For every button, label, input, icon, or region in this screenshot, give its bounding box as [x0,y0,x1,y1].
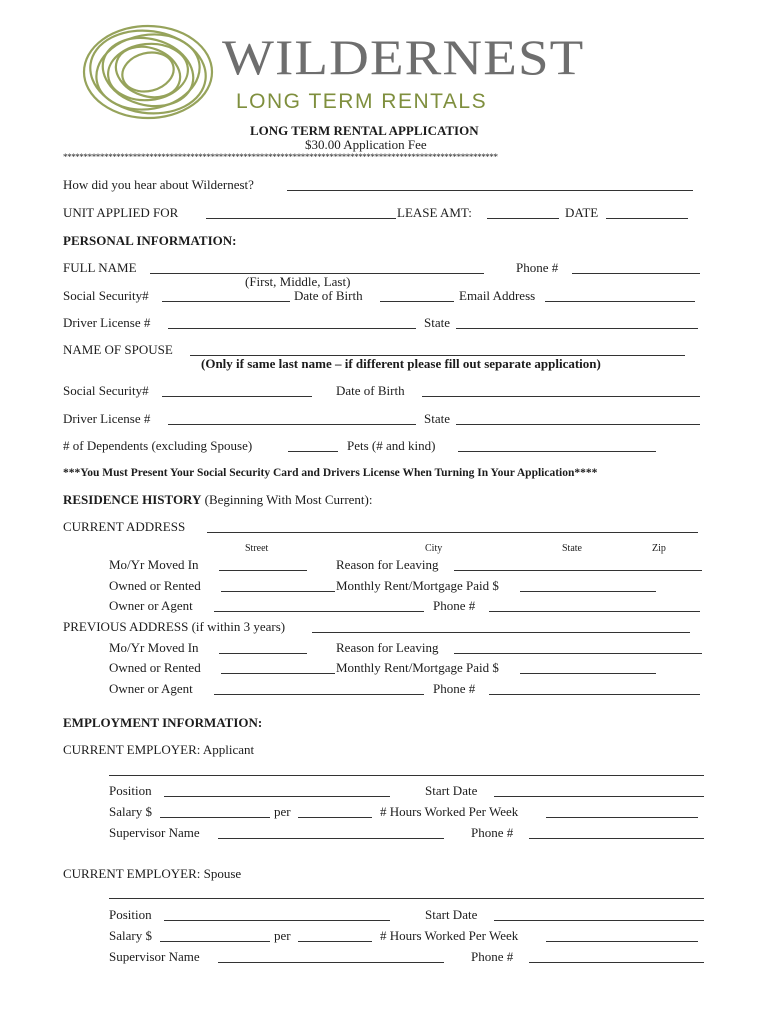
spouse-dl-label: Driver License # [63,411,151,426]
per-label: per [274,804,291,819]
unit-applied-field[interactable] [206,218,396,219]
email-label: Email Address [459,288,536,303]
pets-label: Pets (# and kind) [347,438,436,453]
owned-rented-field[interactable] [221,591,335,592]
spouse-state-field[interactable] [456,424,700,425]
res-phone-label: Phone # [433,598,476,613]
prev-owner-agent-field[interactable] [214,694,424,695]
logo-rings-icon [78,20,218,125]
lease-amt-label: LEASE AMT: [397,205,472,220]
dependents-field[interactable] [288,451,338,452]
phone-label: Phone # [516,260,559,275]
prev-monthly-label: Monthly Rent/Mortgage Paid $ [336,660,499,675]
prev-reason-field[interactable] [454,653,702,654]
spouse-per-label: per [274,928,291,943]
owned-rented-label: Owned or Rented [109,578,201,593]
current-address-label: CURRENT ADDRESS [63,519,186,534]
prev-moved-in-field[interactable] [219,653,307,654]
logo-name: WILDERNEST [222,29,585,85]
hours-label: # Hours Worked Per Week [380,804,519,819]
spouse-ssn-field[interactable] [162,396,312,397]
spouse-per-field[interactable] [298,941,372,942]
hours-field[interactable] [546,817,698,818]
spouse-emp-phone-label: Phone # [471,949,514,964]
ssn-label: Social Security# [63,288,149,303]
spouse-supervisor-field[interactable] [218,962,444,963]
spouse-ssn-label: Social Security# [63,383,149,398]
employment-heading: EMPLOYMENT INFORMATION: [63,715,263,730]
state-field[interactable] [456,328,698,329]
full-name-label: FULL NAME [63,260,137,275]
date-label: DATE [565,205,599,220]
prev-owned-rented-field[interactable] [221,673,335,674]
spouse-start-date-field[interactable] [494,920,704,921]
salary-field[interactable] [160,817,270,818]
star-divider: ********************************************************************************************************** [63,152,498,162]
spouse-salary-field[interactable] [160,941,270,942]
owner-agent-label: Owner or Agent [109,598,193,613]
emp-phone-label: Phone # [471,825,514,840]
spouse-note: (Only if same last name – if different please fill out separate application) [201,356,601,371]
spouse-name-label: NAME OF SPOUSE [63,342,173,357]
prev-reason-label: Reason for Leaving [336,640,439,655]
spouse-hours-field[interactable] [546,941,698,942]
col-state: State [562,543,582,554]
prev-owner-agent-label: Owner or Agent [109,681,193,696]
pets-field[interactable] [458,451,656,452]
spouse-dl-field[interactable] [168,424,416,425]
dob-field[interactable] [380,301,454,302]
must-present-note: ***You Must Present Your Social Security Card and Drivers License When Turning In Your Application**** [63,467,598,479]
position-field[interactable] [164,796,390,797]
reason-label: Reason for Leaving [336,557,439,572]
owner-agent-field[interactable] [214,611,424,612]
spouse-start-date-label: Start Date [425,907,478,922]
start-date-field[interactable] [494,796,704,797]
start-date-label: Start Date [425,783,478,798]
driver-license-label: Driver License # [63,315,151,330]
logo-tagline: LONG TERM RENTALS [236,90,488,113]
spouse-dob-label: Date of Birth [336,383,405,398]
spouse-position-field[interactable] [164,920,390,921]
dob-label: Date of Birth [294,288,363,303]
residence-heading-row [63,492,373,508]
prev-moved-in-label: Mo/Yr Moved In [109,640,199,655]
lease-amt-field[interactable] [487,218,559,219]
spouse-supervisor-label: Supervisor Name [109,949,200,964]
how-heard-label: How did you hear about Wildernest? [63,177,254,192]
prev-phone-field[interactable] [489,694,700,695]
per-field[interactable] [298,817,372,818]
col-zip: Zip [652,543,666,554]
residence-heading-note: (Beginning With Most Current): [204,492,373,507]
how-heard-field[interactable] [287,190,693,191]
position-label: Position [109,783,152,798]
unit-applied-label: UNIT APPLIED FOR [63,205,179,220]
employer-spouse-field[interactable] [109,898,704,899]
driver-license-field[interactable] [168,328,416,329]
employer-applicant-field[interactable] [109,775,704,776]
monthly-label: Monthly Rent/Mortgage Paid $ [336,578,499,593]
emp-phone-field[interactable] [529,838,704,839]
spouse-hours-label: # Hours Worked Per Week [380,928,519,943]
application-fee: $30.00 Application Fee [305,137,427,152]
prev-monthly-field[interactable] [520,673,656,674]
date-field[interactable] [606,218,688,219]
col-city: City [425,543,443,554]
employer-applicant-label: CURRENT EMPLOYER: Applicant [63,742,255,757]
personal-heading: PERSONAL INFORMATION: [63,233,237,248]
col-street: Street [245,543,269,554]
email-field[interactable] [545,301,695,302]
moved-in-label: Mo/Yr Moved In [109,557,199,572]
employer-spouse-label: CURRENT EMPLOYER: Spouse [63,866,242,881]
monthly-field[interactable] [520,591,656,592]
prev-owned-rented-label: Owned or Rented [109,660,201,675]
spouse-position-label: Position [109,907,152,922]
dependents-label: # of Dependents (excluding Spouse) [63,438,253,453]
salary-label: Salary $ [109,804,152,819]
residence-heading: RESIDENCE HISTORY [63,492,202,507]
moved-in-field[interactable] [219,570,307,571]
spouse-dob-field[interactable] [422,396,700,397]
phone-field[interactable] [572,273,700,274]
name-hint: (First, Middle, Last) [245,274,351,289]
spouse-salary-label: Salary $ [109,928,152,943]
supervisor-field[interactable] [218,838,444,839]
spouse-emp-phone-field[interactable] [529,962,704,963]
prev-phone-label: Phone # [433,681,476,696]
supervisor-label: Supervisor Name [109,825,200,840]
spouse-state-label: State [424,411,450,426]
previous-address-field[interactable] [312,632,690,633]
ssn-field[interactable] [162,301,290,302]
state-label: State [424,315,450,330]
res-phone-field[interactable] [489,611,700,612]
form-title: LONG TERM RENTAL APPLICATION [250,123,479,138]
previous-address-label: PREVIOUS ADDRESS (if within 3 years) [63,619,286,634]
reason-field[interactable] [454,570,702,571]
current-address-field[interactable] [207,532,698,533]
